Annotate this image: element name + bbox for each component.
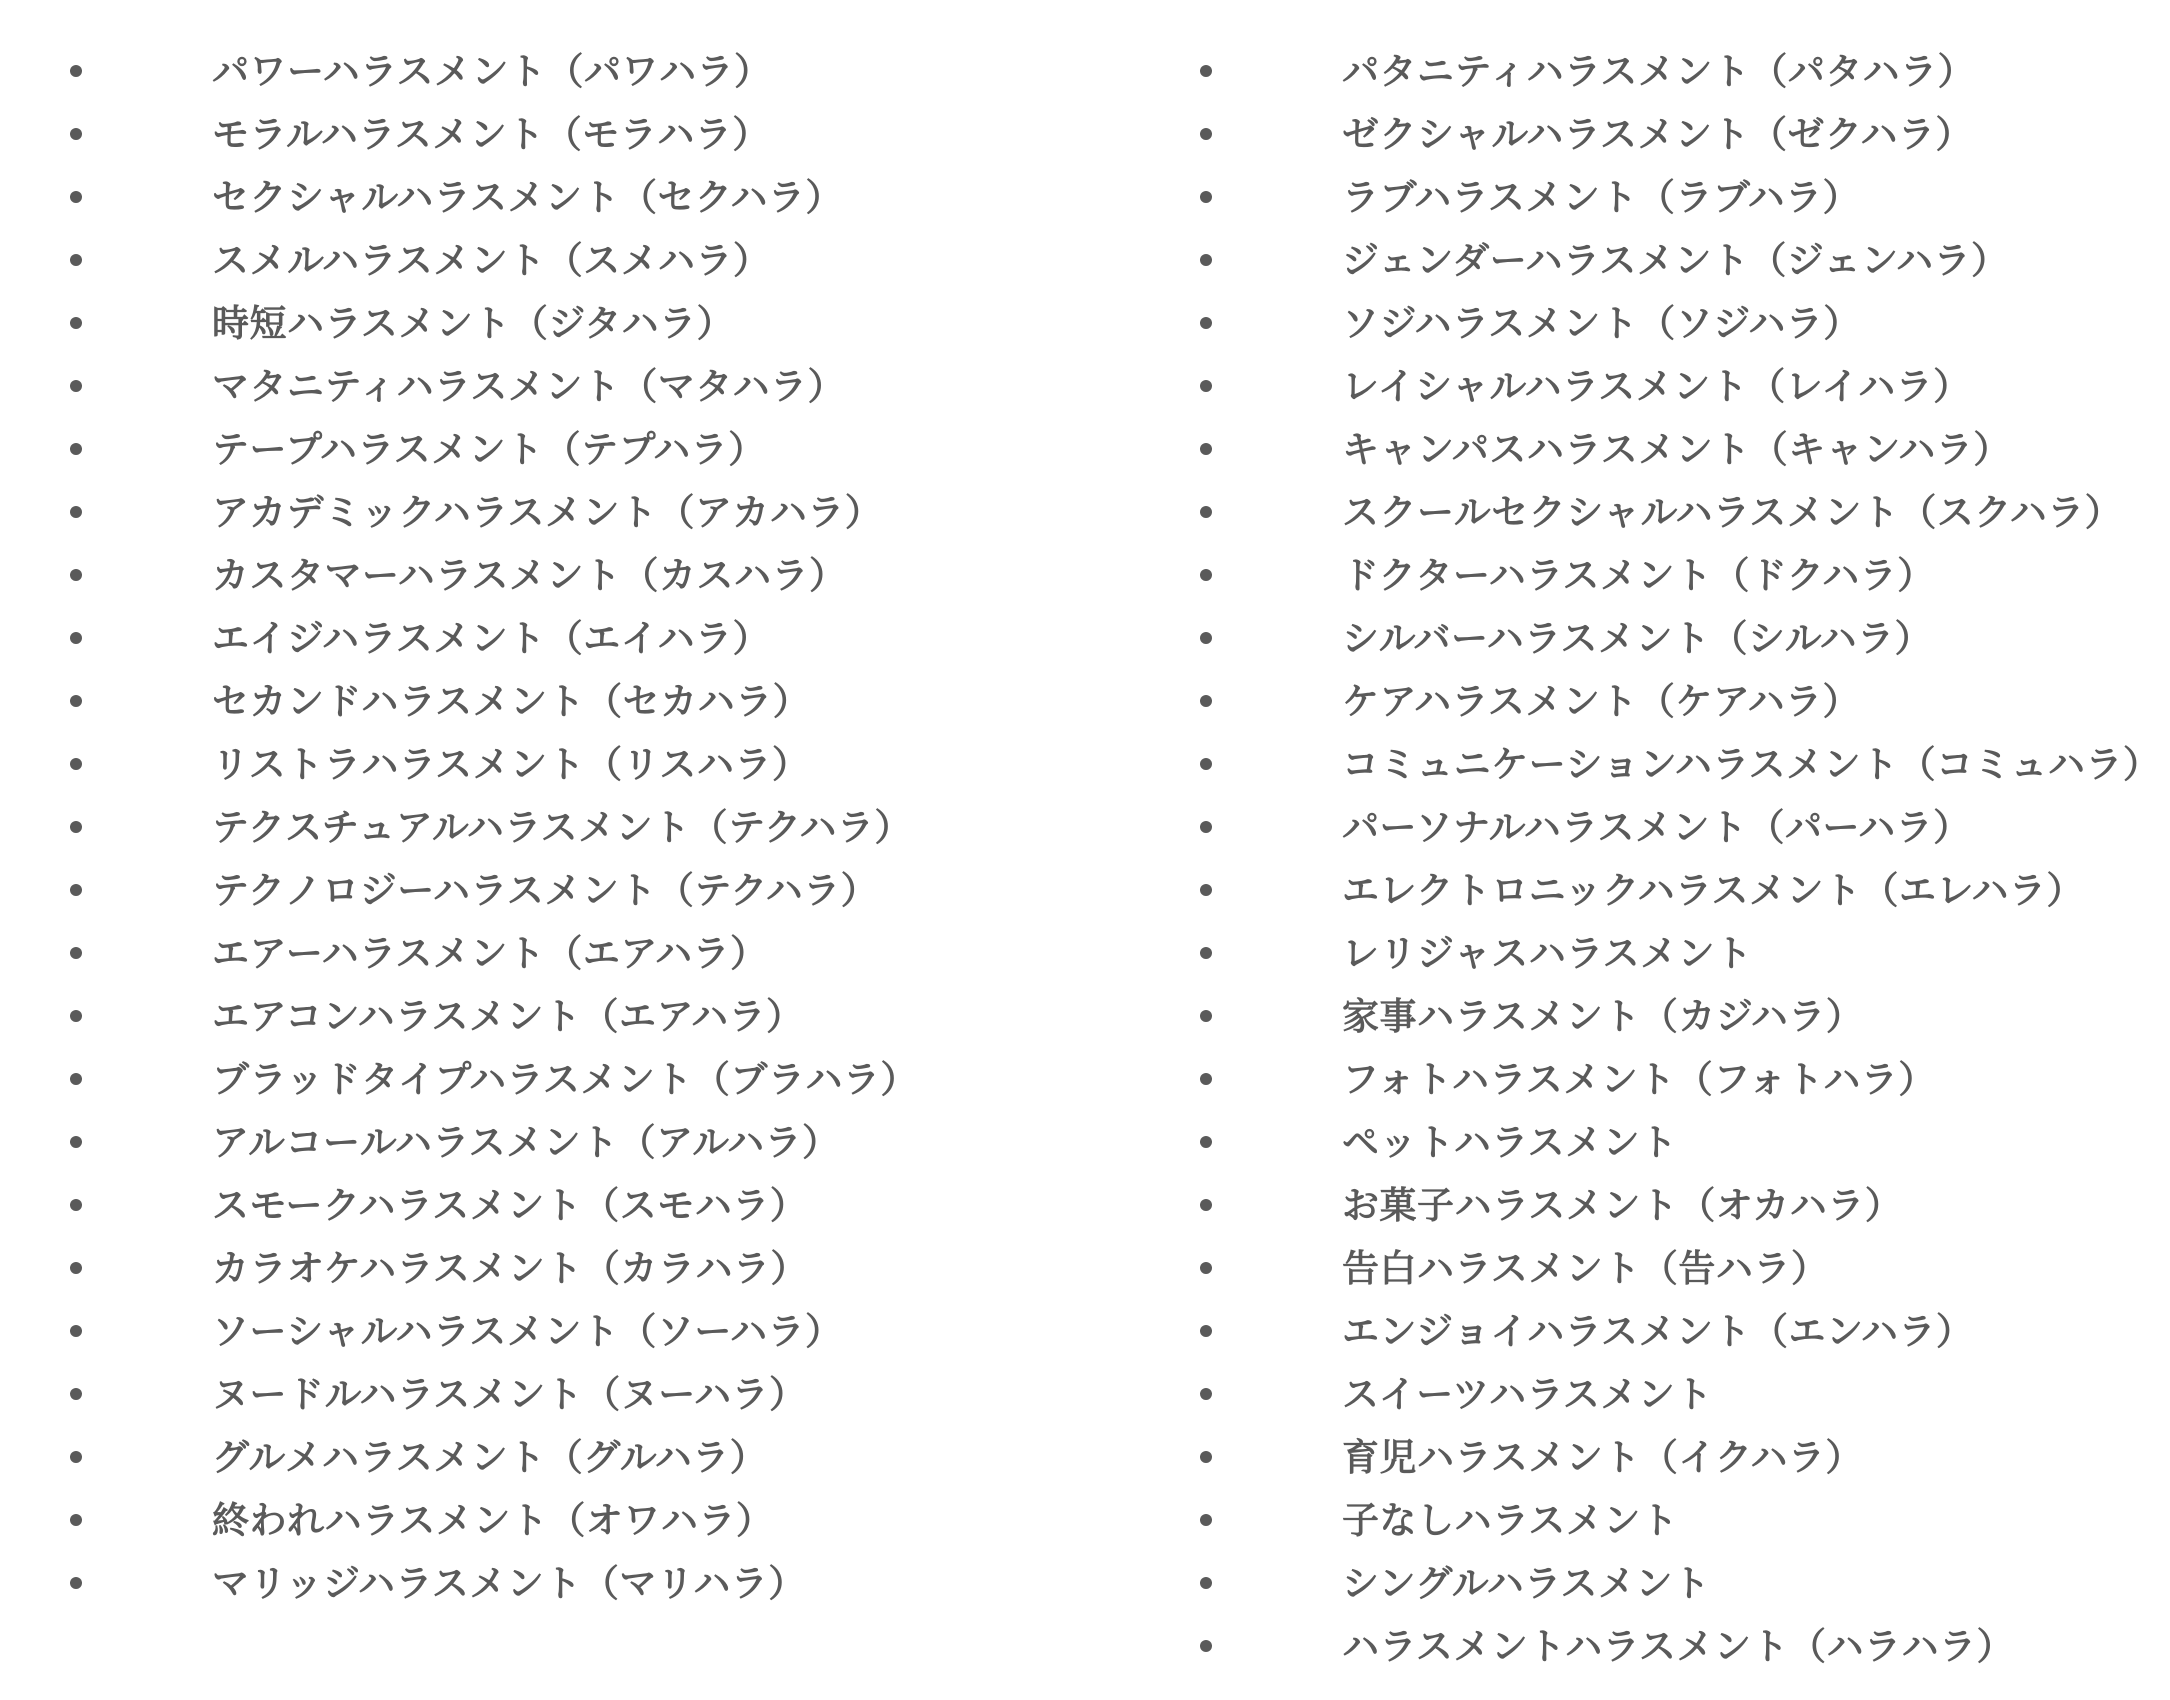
list-item-label: スイーツハラスメント [1342, 1373, 1713, 1416]
list-item-label: シングルハラスメント [1342, 1562, 1711, 1605]
bullet-dot-icon [70, 380, 82, 392]
bullet-dot-icon [1200, 317, 1212, 329]
right-harassment-list [1194, 40, 2164, 1678]
bullet-dot-icon [70, 317, 82, 329]
list-item [1194, 796, 2164, 859]
list-item-label: パタニティハラスメント（パタハラ） [1342, 50, 1976, 93]
list-item [64, 1048, 1114, 1111]
list-item [64, 1489, 1114, 1552]
list-item-label: テクスチュアルハラスメント（テクハラ） [212, 806, 912, 849]
list-item-label: アカデミックハラスメント（アカハラ） [212, 491, 883, 534]
list-item [1194, 103, 2164, 166]
bullet-dot-icon [70, 1514, 82, 1526]
list-item [1194, 1552, 2164, 1615]
list-item-label: アルコールハラスメント（アルハラ） [212, 1121, 840, 1164]
list-item [64, 607, 1114, 670]
bullet-dot-icon [70, 443, 82, 455]
list-item [1194, 733, 2164, 796]
bullet-dot-icon [70, 1136, 82, 1148]
list-item [1194, 1426, 2164, 1489]
list-item-label: エイジハラスメント（エイハラ） [212, 617, 771, 660]
list-item [64, 1552, 1114, 1615]
bullet-dot-icon [1200, 191, 1212, 203]
list-item [1194, 481, 2164, 544]
list-item [1194, 985, 2164, 1048]
list-item [64, 481, 1114, 544]
list-item-label: グルメハラスメント（グルハラ） [212, 1436, 768, 1479]
list-item-label: ヌードルハラスメント（ヌーハラ） [212, 1373, 807, 1416]
bullet-dot-icon [1200, 569, 1212, 581]
bullet-dot-icon [1200, 65, 1212, 77]
list-item [64, 292, 1114, 355]
list-item [64, 922, 1114, 985]
list-item-label: 告白ハラスメント（告ハラ） [1342, 1247, 1829, 1290]
list-item-label: ペットハラスメント [1342, 1121, 1678, 1164]
list-item-label: ドクターハラスメント（ドクハラ） [1342, 554, 1935, 597]
list-item-label: ジェンダーハラスメント（ジェンハラ） [1342, 239, 2009, 282]
list-item [1194, 355, 2164, 418]
list-item [64, 355, 1114, 418]
bullet-dot-icon [1200, 1388, 1212, 1400]
list-item-label: 時短ハラスメント（ジタハラ） [212, 302, 735, 345]
bullet-dot-icon [1200, 1640, 1212, 1652]
list-item-label: フォトハラスメント（フォトハラ） [1342, 1058, 1936, 1101]
bullet-dot-icon [70, 1262, 82, 1274]
bullet-dot-icon [1200, 947, 1212, 959]
list-item-label: リストラハラスメント（リスハラ） [212, 743, 810, 786]
bullet-dot-icon [1200, 1577, 1212, 1589]
bullet-dot-icon [1200, 1262, 1212, 1274]
list-item-label: お菓子ハラスメント（オカハラ） [1342, 1184, 1903, 1227]
left-harassment-list [64, 40, 1114, 1615]
list-item-label: 終われハラスメント（オワハラ） [212, 1499, 774, 1542]
list-item-label: 子なしハラスメント [1342, 1499, 1679, 1542]
list-item-label: ソジハラスメント（ソジハラ） [1342, 302, 1861, 345]
bullet-dot-icon [1200, 254, 1212, 266]
bullet-dot-icon [70, 1325, 82, 1337]
list-item-label: エレクトロニックハラスメント（エレハラ） [1342, 869, 2084, 912]
bullet-dot-icon [70, 65, 82, 77]
list-item [1194, 1300, 2164, 1363]
bullet-dot-icon [70, 1073, 82, 1085]
list-item [1194, 922, 2164, 985]
list-item-label: ブラッドタイプハラスメント（ブラハラ） [212, 1058, 918, 1101]
list-item-label: エアコンハラスメント（エアハラ） [212, 995, 804, 1038]
list-item [1194, 418, 2164, 481]
list-item-label: ラブハラスメント（ラブハラ） [1342, 176, 1860, 219]
bullet-dot-icon [70, 632, 82, 644]
list-item [64, 1237, 1114, 1300]
list-item-label: カスタマーハラスメント（カスハラ） [212, 554, 847, 597]
list-item [64, 1174, 1114, 1237]
list-item [64, 418, 1114, 481]
list-item [1194, 1111, 2164, 1174]
list-item [1194, 1174, 2164, 1237]
list-item [64, 1363, 1114, 1426]
list-item [1194, 1048, 2164, 1111]
list-item-label: スクールセクシャルハラスメント（スクハラ） [1342, 491, 2123, 534]
list-item [1194, 229, 2164, 292]
bullet-dot-icon [70, 128, 82, 140]
list-item [1194, 544, 2164, 607]
list-item [1194, 607, 2164, 670]
bullet-dot-icon [70, 1388, 82, 1400]
bullet-dot-icon [1200, 884, 1212, 896]
bullet-dot-icon [1200, 1514, 1212, 1526]
list-item-label: マタニティハラスメント（マタハラ） [212, 365, 846, 408]
list-item-label: セクシャルハラスメント（セクハラ） [212, 176, 843, 219]
list-item-label: ケアハラスメント（ケアハラ） [1342, 680, 1860, 723]
bullet-dot-icon [1200, 1073, 1212, 1085]
list-item-label: コミュニケーションハラスメント（コミュハラ） [1342, 743, 2161, 786]
list-item-label: シルバーハラスメント（シルハラ） [1342, 617, 1933, 660]
list-item [64, 670, 1114, 733]
bullet-dot-icon [70, 1010, 82, 1022]
list-item [1194, 1363, 2164, 1426]
list-item-label: レリジャスハラスメント [1342, 932, 1753, 975]
list-item [1194, 166, 2164, 229]
list-item-label: 家事ハラスメント（カジハラ） [1342, 995, 1864, 1038]
list-item-label: マリッジハラスメント（マリハラ） [212, 1562, 806, 1605]
list-item-label: テープハラスメント（テプハラ） [212, 428, 766, 471]
bullet-dot-icon [70, 1199, 82, 1211]
list-item-label: パワーハラスメント（パワハラ） [212, 50, 772, 93]
bullet-dot-icon [70, 1577, 82, 1589]
bullet-dot-icon [70, 884, 82, 896]
bullet-dot-icon [1200, 758, 1212, 770]
bullet-dot-icon [1200, 821, 1212, 833]
list-item [64, 40, 1114, 103]
bullet-dot-icon [70, 254, 82, 266]
list-item [64, 985, 1114, 1048]
list-item-label: スメルハラスメント（スメハラ） [212, 239, 771, 282]
list-item-label: セカンドハラスメント（セカハラ） [212, 680, 811, 723]
list-item [64, 1300, 1114, 1363]
list-item-label: ハラスメントハラスメント（ハラハラ） [1342, 1625, 2015, 1668]
bullet-dot-icon [1200, 1451, 1212, 1463]
list-item [64, 544, 1114, 607]
bullet-dot-icon [70, 506, 82, 518]
bullet-dot-icon [70, 1451, 82, 1463]
list-item [64, 166, 1114, 229]
list-item-label: モラルハラスメント（モラハラ） [212, 113, 770, 156]
list-item [64, 1426, 1114, 1489]
bullet-dot-icon [70, 695, 82, 707]
list-item-label: エンジョイハラスメント（エンハラ） [1342, 1310, 1974, 1353]
list-item-label: 育児ハラスメント（イクハラ） [1342, 1436, 1863, 1479]
list-item [1194, 1615, 2164, 1678]
list-item [1194, 1237, 2164, 1300]
list-item-label: ゼクシャルハラスメント（ゼクハラ） [1342, 113, 1973, 156]
bullet-dot-icon [1200, 1325, 1212, 1337]
list-item [64, 103, 1114, 166]
bullet-dot-icon [1200, 1136, 1212, 1148]
list-item [64, 796, 1114, 859]
list-item-label: スモークハラスメント（スモハラ） [212, 1184, 808, 1227]
list-item [1194, 292, 2164, 355]
bullet-dot-icon [1200, 1199, 1212, 1211]
bullet-dot-icon [1200, 443, 1212, 455]
list-item-label: ソーシャルハラスメント（ソーハラ） [212, 1310, 843, 1353]
bullet-dot-icon [70, 947, 82, 959]
list-item [1194, 859, 2164, 922]
list-item-label: エアーハラスメント（エアハラ） [212, 932, 768, 975]
list-item-label: キャンパスハラスメント（キャンハラ） [1342, 428, 2011, 471]
list-item-label: テクノロジーハラスメント（テクハラ） [212, 869, 879, 912]
bullet-dot-icon [1200, 380, 1212, 392]
list-item [1194, 40, 2164, 103]
list-item-label: レイシャルハラスメント（レイハラ） [1342, 365, 1971, 408]
bullet-dot-icon [1200, 1010, 1212, 1022]
list-item [64, 733, 1114, 796]
bullet-dot-icon [70, 569, 82, 581]
list-item-label: カラオケハラスメント（カラハラ） [212, 1247, 808, 1290]
list-item [64, 859, 1114, 922]
bullet-dot-icon [1200, 128, 1212, 140]
bullet-dot-icon [1200, 632, 1212, 644]
list-item-label: パーソナルハラスメント（パーハラ） [1342, 806, 1971, 849]
bullet-dot-icon [1200, 695, 1212, 707]
bullet-dot-icon [1200, 506, 1212, 518]
list-item [64, 1111, 1114, 1174]
bullet-dot-icon [70, 758, 82, 770]
list-item [1194, 1489, 2164, 1552]
bullet-dot-icon [70, 821, 82, 833]
list-item [64, 229, 1114, 292]
bullet-dot-icon [70, 191, 82, 203]
list-item [1194, 670, 2164, 733]
